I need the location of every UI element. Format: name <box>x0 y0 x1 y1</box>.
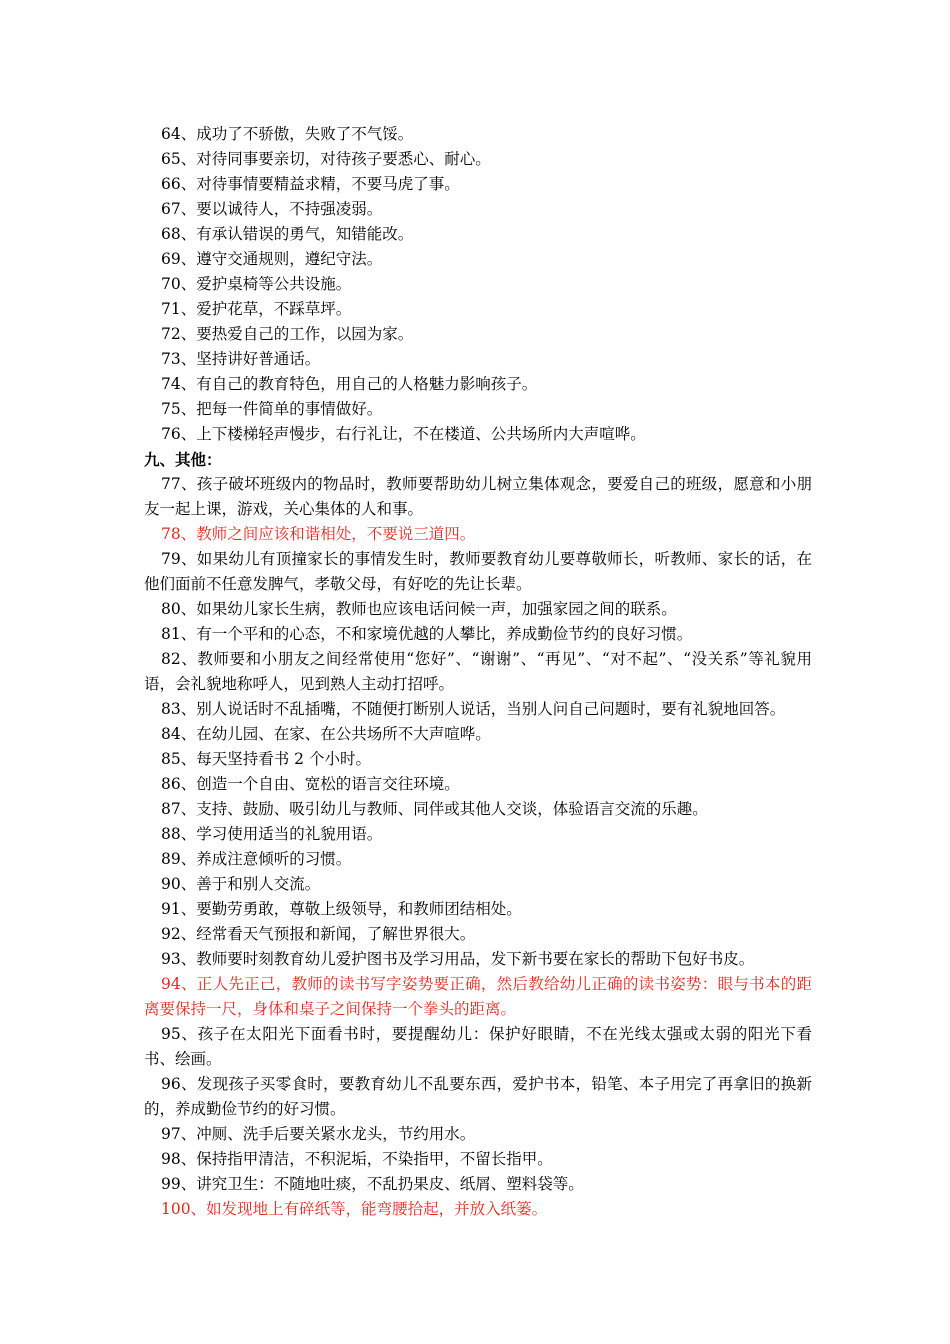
list-item: 90、善于和别人交流。 <box>161 875 321 893</box>
list-item: 92、经常看天气预报和新闻，了解世界很大。 <box>161 925 476 943</box>
list-item: 95、孩子在太阳光下面看书时，要提醒幼儿：保护好眼睛，不在光线太强或太弱的阳光下看书、绘画。 <box>144 1025 812 1068</box>
list-item: 80、如果幼儿家长生病，教师也应该电话问候一声，加强家园之间的联系。 <box>161 600 677 618</box>
list-item: 66、对待事情要精益求精，不要马虎了事。 <box>161 175 460 193</box>
list-item: 71、爱护花草，不踩草坪。 <box>161 300 352 318</box>
list-item-highlighted: 100、如发现地上有碎纸等，能弯腰拾起，并放入纸篓。 <box>161 1200 548 1218</box>
list-item: 93、教师要时刻教育幼儿爱护图书及学习用品，发下新书要在家长的帮助下包好书皮。 <box>161 950 755 968</box>
list-item: 77、孩子破坏班级内的物品时，教师要帮助幼儿树立集体观念，要爱自己的班级，愿意和小朋友一起上课，游戏，关心集体的人和事。 <box>144 475 812 518</box>
list-item: 97、冲厕、洗手后要关紧水龙头，节约用水。 <box>161 1125 476 1143</box>
list-item: 98、保持指甲清洁，不积泥垢，不染指甲，不留长指甲。 <box>161 1150 553 1168</box>
list-item: 85、每天坚持看书 2 个小时。 <box>161 750 371 768</box>
list-item: 81、有一个平和的心态，不和家境优越的人攀比，养成勤俭节约的良好习惯。 <box>161 625 693 643</box>
document-page <box>144 122 812 1222</box>
list-item: 96、发现孩子买零食时，要教育幼儿不乱要东西，爱护书本，铅笔、本子用完了再拿旧的换新的，养成勤俭节约的好习惯。 <box>144 1075 812 1118</box>
list-item: 99、讲究卫生：不随地吐痰，不乱扔果皮、纸屑、塑料袋等。 <box>161 1175 584 1193</box>
list-item: 69、遵守交通规则，遵纪守法。 <box>161 250 383 268</box>
list-item: 89、养成注意倾听的习惯。 <box>161 850 352 868</box>
list-item: 87、支持、鼓励、吸引幼儿与教师、同伴或其他人交谈，体验语言交流的乐趣。 <box>161 800 708 818</box>
list-item: 65、对待同事要亲切，对待孩子要悉心、耐心。 <box>161 150 491 168</box>
list-item: 67、要以诚待人，不持强凌弱。 <box>161 200 383 218</box>
list-item: 64、成功了不骄傲，失败了不气馁。 <box>161 125 414 143</box>
list-item: 72、要热爱自己的工作，以园为家。 <box>161 325 414 343</box>
list-item: 84、在幼儿园、在家、在公共场所不大声喧哗。 <box>161 725 491 743</box>
list-item: 68、有承认错误的勇气，知错能改。 <box>161 225 414 243</box>
list-item-highlighted: 94、正人先正己，教师的读书写字姿势要正确，然后教给幼儿正确的读书姿势：眼与书本的距离要保持一尺，身体和桌子之间保持一个拳头的距离。 <box>144 975 812 1018</box>
list-item: 83、别人说话时不乱插嘴，不随便打断别人说话，当别人问自己问题时，要有礼貌地回答。 <box>161 700 786 718</box>
list-item: 82、教师要和小朋友之间经常使用“您好”、“谢谢”、“再见”、“对不起”、“没关系”等礼貌用语，会礼貌地称呼人，见到熟人主动打招呼。 <box>144 650 812 693</box>
list-item: 88、学习使用适当的礼貌用语。 <box>161 825 383 843</box>
list-item: 79、如果幼儿有顶撞家长的事情发生时，教师要教育幼儿要尊敬师长，听教师、家长的话，在他们面前不任意发脾气，孝敬父母，有好吃的先让长辈。 <box>144 550 812 593</box>
list-item: 91、要勤劳勇敢，尊敬上级领导，和教师团结相处。 <box>161 900 522 918</box>
list-item-highlighted: 78、教师之间应该和谐相处，不要说三道四。 <box>161 525 476 543</box>
list-item: 73、坚持讲好普通话。 <box>161 350 321 368</box>
list-item: 76、上下楼梯轻声慢步，右行礼让，不在楼道、公共场所内大声喧哗。 <box>161 425 646 443</box>
section-heading: 九、其他： <box>144 450 222 469</box>
list-item: 74、有自己的教育特色，用自己的人格魅力影响孩子。 <box>161 375 538 393</box>
list-item: 70、爱护桌椅等公共设施。 <box>161 275 352 293</box>
list-item: 75、把每一件简单的事情做好。 <box>161 400 383 418</box>
list-item: 86、创造一个自由、宽松的语言交往环境。 <box>161 775 460 793</box>
